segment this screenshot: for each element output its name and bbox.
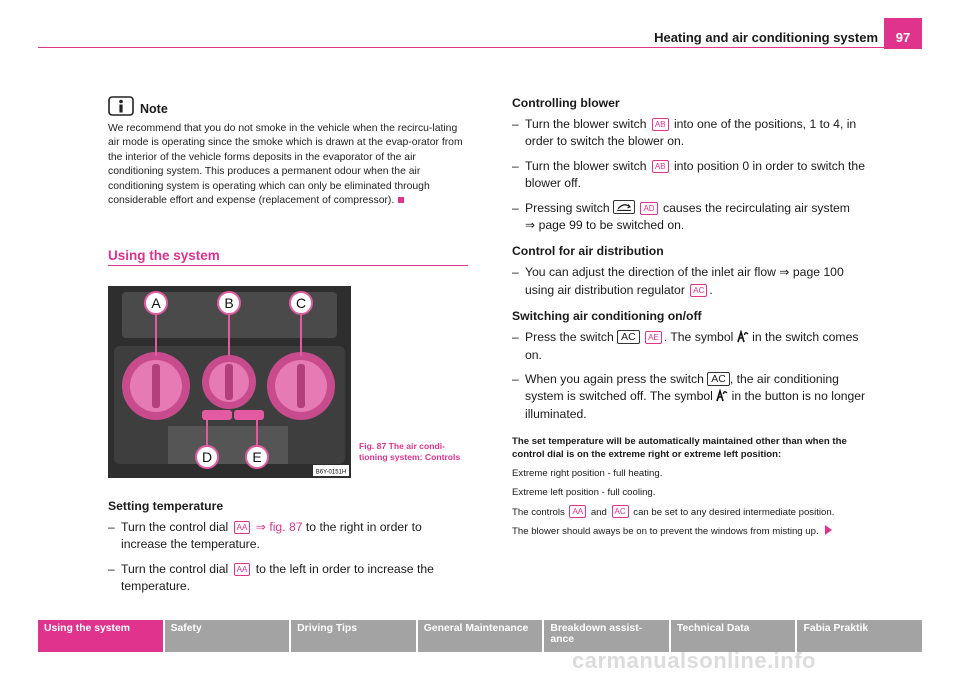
list-item: – Press the switch AC AE . The symbol in the switch comes on. bbox=[512, 330, 859, 362]
nav-tab-using-the-system[interactable]: Using the system bbox=[38, 620, 163, 652]
ref-badge-aa: AA bbox=[234, 563, 251, 576]
list-item: – Pressing switch AD causes the recirculating air system ⇒ page 99 to be switched on. bbox=[512, 200, 850, 233]
section-divider bbox=[108, 265, 468, 266]
header-divider bbox=[38, 47, 922, 48]
right-column bbox=[512, 96, 872, 538]
note-title: Note bbox=[140, 102, 168, 116]
ac-snowflake-icon bbox=[716, 389, 728, 402]
recirculation-button bbox=[202, 410, 232, 420]
recirculation-icon bbox=[613, 200, 635, 214]
figure-caption: Fig. 87 The air condi-tioning system: Controls bbox=[359, 441, 461, 462]
ref-badge-ab: AB bbox=[652, 118, 669, 131]
note-block bbox=[108, 96, 468, 208]
callout-label-a: A bbox=[151, 295, 161, 311]
nav-tab-fabia-praktik[interactable]: Fabia Praktik bbox=[797, 620, 922, 652]
dial-air-distribution bbox=[267, 352, 335, 420]
list-item: – Turn the blower switch AB into one of the positions, 1 to 4, in order to switch the blower on. bbox=[512, 117, 857, 149]
ref-badge-aa: AA bbox=[569, 505, 586, 518]
callout-label-c: C bbox=[295, 295, 307, 311]
blower-misting-text: The blower should aways be on to prevent the windows from misting up. bbox=[512, 525, 872, 538]
figure-controls bbox=[108, 286, 351, 478]
nav-tab-safety[interactable]: Safety bbox=[165, 620, 290, 652]
dial-blower bbox=[202, 355, 256, 409]
list-item: – Turn the control dial AA to the left in order to increase the temperature. bbox=[108, 561, 434, 594]
ac-key: AC bbox=[707, 372, 730, 386]
note-text: We recommend that you do not smoke in the vehicle when the recircu-lating air mode is operating since the smoke which is drawn at the evap-orator from the interior of the vehicle forms deposits in the evaporator of the air conditioning system. This produces a permanent odour when the air conditioning system is operating which can only be eliminated through considerable effort and expense (replacement of compressor). bbox=[108, 123, 463, 207]
setting-temperature-heading: Setting temperature bbox=[108, 499, 224, 513]
ac-key: AC bbox=[617, 330, 640, 344]
ref-badge-ac: AC bbox=[690, 284, 707, 297]
page-link[interactable]: ⇒ page 100 bbox=[779, 265, 844, 280]
blower-heading: Controlling blower bbox=[512, 96, 620, 110]
list-item: – Turn the blower switch AB into position 0 in order to switch the blower off. bbox=[512, 158, 865, 191]
ac-button bbox=[234, 410, 264, 420]
nav-tab-general-maintenance[interactable]: General Maintenance bbox=[418, 620, 543, 652]
ac-snowflake-icon bbox=[737, 330, 749, 343]
full-cooling-text: Extreme left position - full cooling. bbox=[512, 487, 656, 499]
distribution-heading: Control for air distribution bbox=[512, 244, 664, 259]
ac-heading: Switching air conditioning on/off bbox=[512, 309, 702, 324]
ref-badge-ac: AC bbox=[612, 505, 629, 518]
nav-tab-breakdown-assistance[interactable]: Breakdown assist-ance bbox=[544, 620, 669, 652]
intermediate-position-text: The controls AA and AC can be set to any desired intermediate position. bbox=[512, 507, 835, 519]
ref-badge-aa: AA bbox=[234, 521, 251, 534]
auto-temp-note: The set temperature will be automatically maintained other than when the control dial is on the extreme right or extreme left position: bbox=[512, 436, 847, 461]
list-item: – Turn the control dial AA ⇒ fig. 87 to the right in order to increase the temperature. bbox=[108, 520, 422, 552]
section-title: Using the system bbox=[108, 248, 220, 263]
callout-label-b: B bbox=[224, 295, 234, 311]
figure-ref-code: B6Y-0151H bbox=[315, 469, 347, 476]
nav-tab-driving-tips[interactable]: Driving Tips bbox=[291, 620, 416, 652]
list-item: – You can adjust the direction of the inlet air flow ⇒ page 100 using air distribution regulator AC . bbox=[512, 265, 844, 297]
callout-label-d: D bbox=[201, 449, 213, 465]
nav-tab-technical-data[interactable]: Technical Data bbox=[671, 620, 796, 652]
dial-temperature bbox=[122, 352, 190, 420]
note-info-icon bbox=[108, 96, 134, 116]
section-end-marker bbox=[398, 197, 404, 203]
ref-badge-ae: AE bbox=[645, 331, 662, 344]
ref-badge-ad: AD bbox=[640, 202, 657, 215]
ref-badge-ab: AB bbox=[652, 160, 669, 173]
list-item: – When you again press the switch AC , the air conditioning system is switched off. The symbol in the button is no longer illuminated. bbox=[512, 372, 866, 421]
callout-label-e: E bbox=[252, 449, 262, 465]
setting-temperature-block bbox=[108, 499, 468, 603]
continue-arrow-icon bbox=[825, 525, 832, 535]
page-header-title: Heating and air conditioning system bbox=[654, 30, 878, 45]
figure-link[interactable]: ⇒ fig. 87 bbox=[255, 520, 303, 534]
page-link[interactable]: ⇒ page 99 to be switched on. bbox=[525, 218, 685, 233]
full-heating-text: Extreme right position - full heating. bbox=[512, 468, 663, 480]
watermark: carmanualsonline.info bbox=[572, 648, 816, 673]
page-number: 97 bbox=[884, 18, 922, 49]
